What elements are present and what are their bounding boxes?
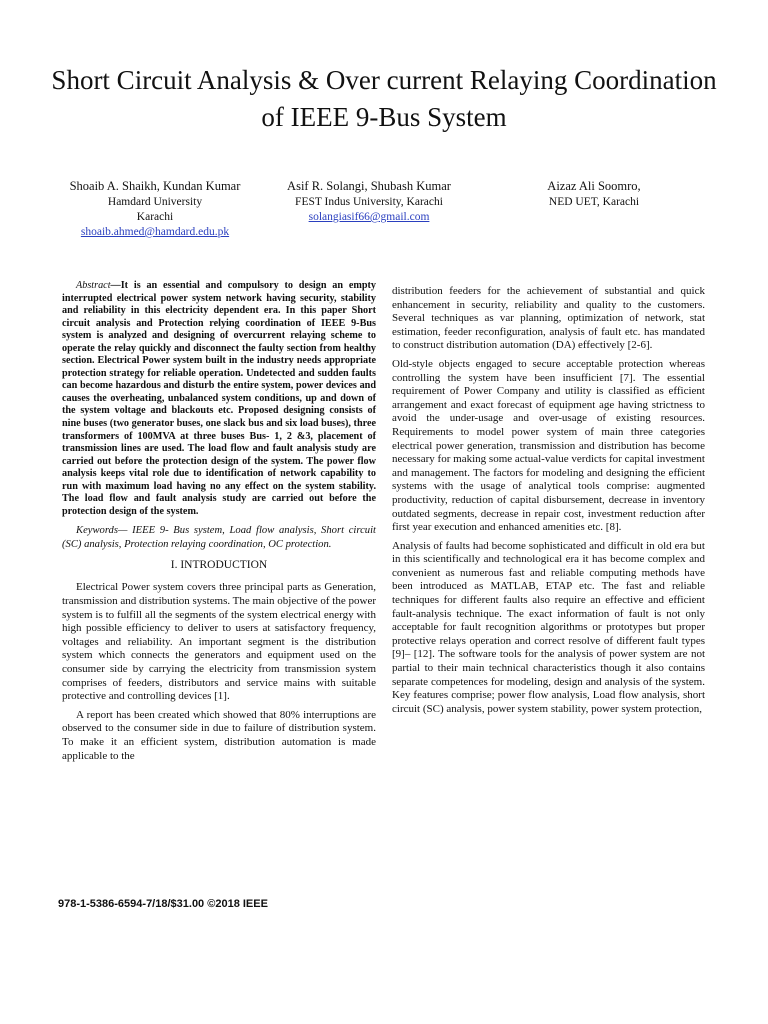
paper-title: Short Circuit Analysis & Over current Relaying Coordination of IEEE 9-Bus System: [51, 65, 717, 132]
author-affiliation: Hamdard University: [107, 196, 203, 208]
keywords: Keywords— IEEE 9- Bus system, Load flow analysis, Short circuit (SC) analysis, Protection relaying coordination, OC protection.: [62, 525, 376, 550]
paragraph: Analysis of faults had become sophisticated and difficult in old era but in this scientifically and technological era it has become complex and convenient as numerous fast and reliable computing methods have been introduced as MATLAB, ETAP etc. The fast and reliable techniques for different faults also require an effective and efficient fault-analysis technique. The exact information of fault is not only acceptable for fault recognition algorithms or prototypes but proper protective relays operation and correct resolve of different fault types [9]– [12]. The software tools for the analysis of power system are not partial to their main technical characteristics though it also contains separate competences for modeling, design and analysis of the system. Key features comprise; power flow analysis, Load flow analysis, short circuit (SC) analysis, power system stability, power system protection,: [392, 539, 705, 715]
abstract-label: Abstract: [76, 280, 111, 291]
author-block-1: [40, 178, 270, 240]
abstract: [62, 280, 376, 518]
paragraph: distribution feeders for the achievement of substantial and quick enhancement in security, reliability and quality to the customers. Several techniques as var planning, optimization of network, stat estimation, feeder reconfiguration, analysis of fault etc. has mandated to construct distribution automation (DA) effectively [2-6].: [392, 285, 705, 352]
author-names: Shoaib A. Shaikh, Kundan Kumar: [69, 179, 241, 193]
section-heading: I. INTRODUCTION: [170, 558, 268, 571]
copyright-footer: 978-1-5386-6594-7/18/$31.00 ©2018 IEEE: [58, 898, 268, 910]
author-names: Aizaz Ali Soomro,: [547, 179, 641, 193]
paragraph: Electrical Power system covers three principal parts as Generation, transmission and distribution systems. The main objective of the power system is to fulfill all the segments of the system electrical energy with high possible efficiency to deliver to users at satisfactory frequency, voltages and reliability. An important segment is the distribution system which connects the generators and equipment used on the consumer side by carrying the electricity from transmission system comprises of feeders, distributors and service mains with suitable protective and controlling devices [1].: [62, 581, 376, 703]
author-city: Karachi: [136, 211, 174, 223]
abstract-text: —It is an essential and compulsory to design an empty interrupted electrical power system network having security, stability and reliability in this electricity dependent era. In this paper Short circuit analysis and Protection relying coordination of IEEE 9-Bus system is analyzed and designing of overcurrent relaying scheme to operate the relay quickly and disconnect the faulty section from healthy section. Electrical Power system built in the industry needs appropriate protection strategy for reliable operation. Undetected and sudden faults can become hazardous and disturb the entire system, power devices and causes the overheating, unbalanced system conditions, up and down of the system voltage and blackouts etc. Proposed designing consists of nine buses (two generator buses, one slack bus and six load buses), three transformers of 100MVA at three buses Bus- 1, 2 &3, placement of transmission lines are used. The load flow and fault analysis study are carried out before the protection design of the system. The power flow analysis keeps vital role due to identification of network capability to run with maximum load having no any effect on the system stability. The load flow and fault analysis study are carried out before the protection design of the system.: [62, 280, 376, 517]
paragraph: A report has been created which showed that 80% interruptions are observed to the consumer side in due to failure of distribution system. To make it an efficient system, distribution automation is made applicable to the: [62, 708, 376, 762]
author-affiliation: FEST Indus University, Karachi: [295, 196, 443, 208]
left-column: [62, 280, 376, 768]
author-email-link[interactable]: shoaib.ahmed@hamdard.edu.pk: [80, 226, 230, 238]
author-affiliation: NED UET, Karachi: [548, 196, 640, 208]
right-column: [392, 285, 705, 721]
author-names: Asif R. Solangi, Shubash Kumar: [287, 179, 451, 193]
author-email-link[interactable]: solangiasif66@gmail.com: [308, 211, 430, 223]
author-block-2: [262, 178, 476, 225]
author-block-3: [494, 178, 694, 210]
paragraph: Old-style objects engaged to secure acceptable protection whereas controlling the system have been insufficient [7]. The essential requirement of Power Company and utility is classified as efficient arrangement and exact forecast of equipment age having strictness to avoid the under-usage and over-usage of existing resources. Requirements to model power system of main three categories electrical power generation, transmission and distribution has become necessary for making some actual-value verdicts for capital investment and management. The factors for modeling and designing the efficient systems with the usage of analytical tools comprise: augmented productivity, reduction of capital disbursement, decrease in inventory outdated segments, decrease in repair cost, investment reduction after first year execution and enhanced amenities etc. [8].: [392, 357, 705, 534]
